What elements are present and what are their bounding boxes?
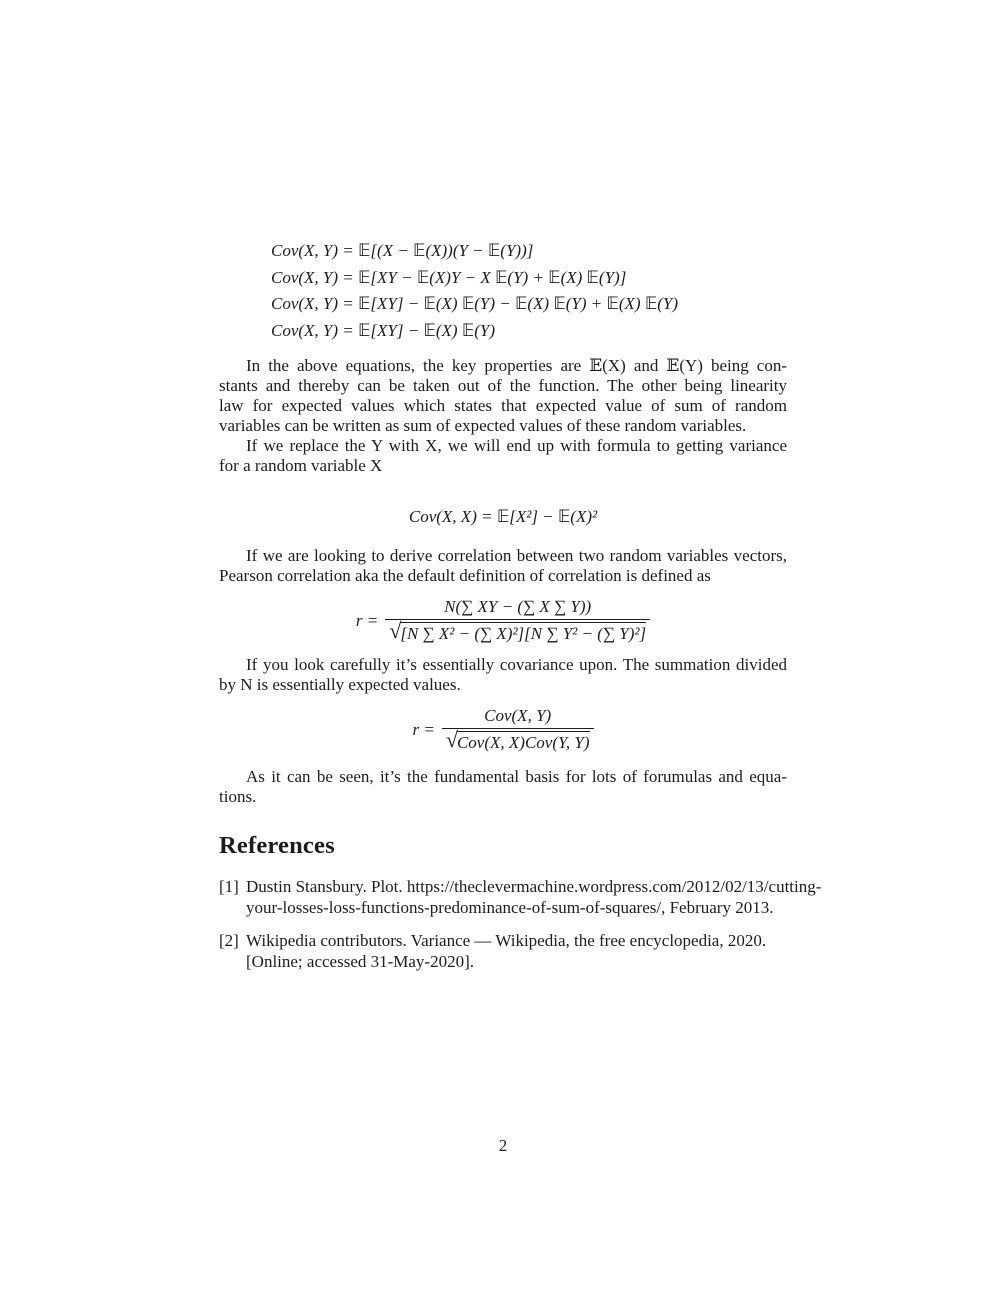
page-number: 2 — [498, 1136, 508, 1155]
reference-item — [219, 877, 822, 918]
fraction-denominator — [385, 619, 650, 645]
radical-sign: √ — [445, 727, 458, 752]
equation-line: Cov(X, Y) = 𝔼[(X − 𝔼(X))(Y − 𝔼(Y))] — [271, 241, 534, 260]
page-content — [219, 0, 822, 972]
text-line: Dustin Stansbury. Plot. https://theclevermachine.wordpress.com/2012/02/13/cutting- — [246, 877, 822, 896]
text-line: [Online; accessed 31-May-2020]. — [246, 951, 475, 971]
references-heading: References — [219, 832, 335, 859]
covariance-derivation-block — [219, 238, 787, 344]
reference-body — [246, 877, 821, 918]
text-line: If we replace the Y with X, we will end up with formula to getting variance — [246, 436, 787, 455]
reference-label: [2] — [219, 931, 239, 950]
equation-line: Cov(X, Y) = 𝔼[XY] − 𝔼(X) 𝔼(Y) − 𝔼(X) 𝔼(Y) + 𝔼(X) 𝔼(Y) — [271, 294, 679, 313]
equation-lhs: r = — [355, 611, 379, 630]
correlation-covariance-equation — [219, 705, 787, 755]
variance-equation — [219, 504, 787, 530]
text-line: Wikipedia contributors. Variance — Wikipedia, the free encyclopedia, 2020. — [246, 931, 767, 950]
paragraph-key-properties — [219, 356, 787, 436]
text-line: law for expected values which states that expected value of sum of random — [219, 396, 787, 415]
square-root — [445, 727, 590, 753]
fraction — [385, 597, 650, 645]
text-line: As it can be seen, it’s the fundamental basis for lots of forumulas and equa- — [246, 767, 787, 786]
fraction-denominator — [442, 728, 594, 754]
paragraph-replace-y-with-x — [219, 436, 787, 476]
equation-line: Cov(X, Y) = 𝔼[XY] − 𝔼(X) 𝔼(Y) — [271, 320, 495, 340]
text-line: variables can be written as sum of expected values of these random variables. — [219, 416, 747, 435]
text-line: tions. — [219, 787, 257, 806]
fraction-numerator: N(∑ XY − (∑ X ∑ Y)) — [444, 597, 592, 616]
text-line: If we are looking to derive correlation between two random variables vectors, — [246, 546, 787, 565]
square-root — [389, 618, 647, 644]
text-line: stants and thereby can be taken out of the function. The other being linearity — [219, 376, 787, 395]
radicand: [N ∑ X² − (∑ X)²][N ∑ Y² − (∑ Y)²] — [400, 624, 647, 643]
fraction — [442, 706, 594, 754]
text-line: Pearson correlation aka the default definition of correlation is defined as — [219, 566, 711, 585]
text-line: for a random variable X — [219, 456, 383, 475]
text-line: In the above equations, the key properties are 𝔼(X) and 𝔼(Y) being con- — [246, 356, 787, 375]
pearson-correlation-equation — [219, 596, 787, 646]
fraction-numerator: Cov(X, Y) — [484, 706, 552, 725]
reference-label: [1] — [219, 877, 239, 896]
radical-sign: √ — [389, 618, 402, 643]
paragraph-covariance-upon — [219, 655, 787, 695]
text-line: your-losses-loss-functions-predominance-of-sum-of-squares/, February 2013. — [246, 897, 774, 917]
paragraph-pearson-intro — [219, 546, 787, 586]
text-line: by N is essentially expected values. — [219, 675, 461, 694]
equation-line: Cov(X, Y) = 𝔼[XY − 𝔼(X)Y − X 𝔼(Y) + 𝔼(X) 𝔼(Y)] — [271, 267, 627, 287]
radicand: Cov(X, X)Cov(Y, Y) — [456, 733, 590, 752]
reference-item — [219, 931, 787, 972]
equation-lhs: r = — [412, 720, 435, 739]
paragraph-conclusion — [219, 767, 787, 807]
reference-body — [246, 931, 766, 972]
equation-text: Cov(X, X) = 𝔼[X²] − 𝔼(X)² — [408, 507, 598, 526]
text-line: If you look carefully it’s essentially covariance upon. The summation divided — [246, 655, 787, 674]
